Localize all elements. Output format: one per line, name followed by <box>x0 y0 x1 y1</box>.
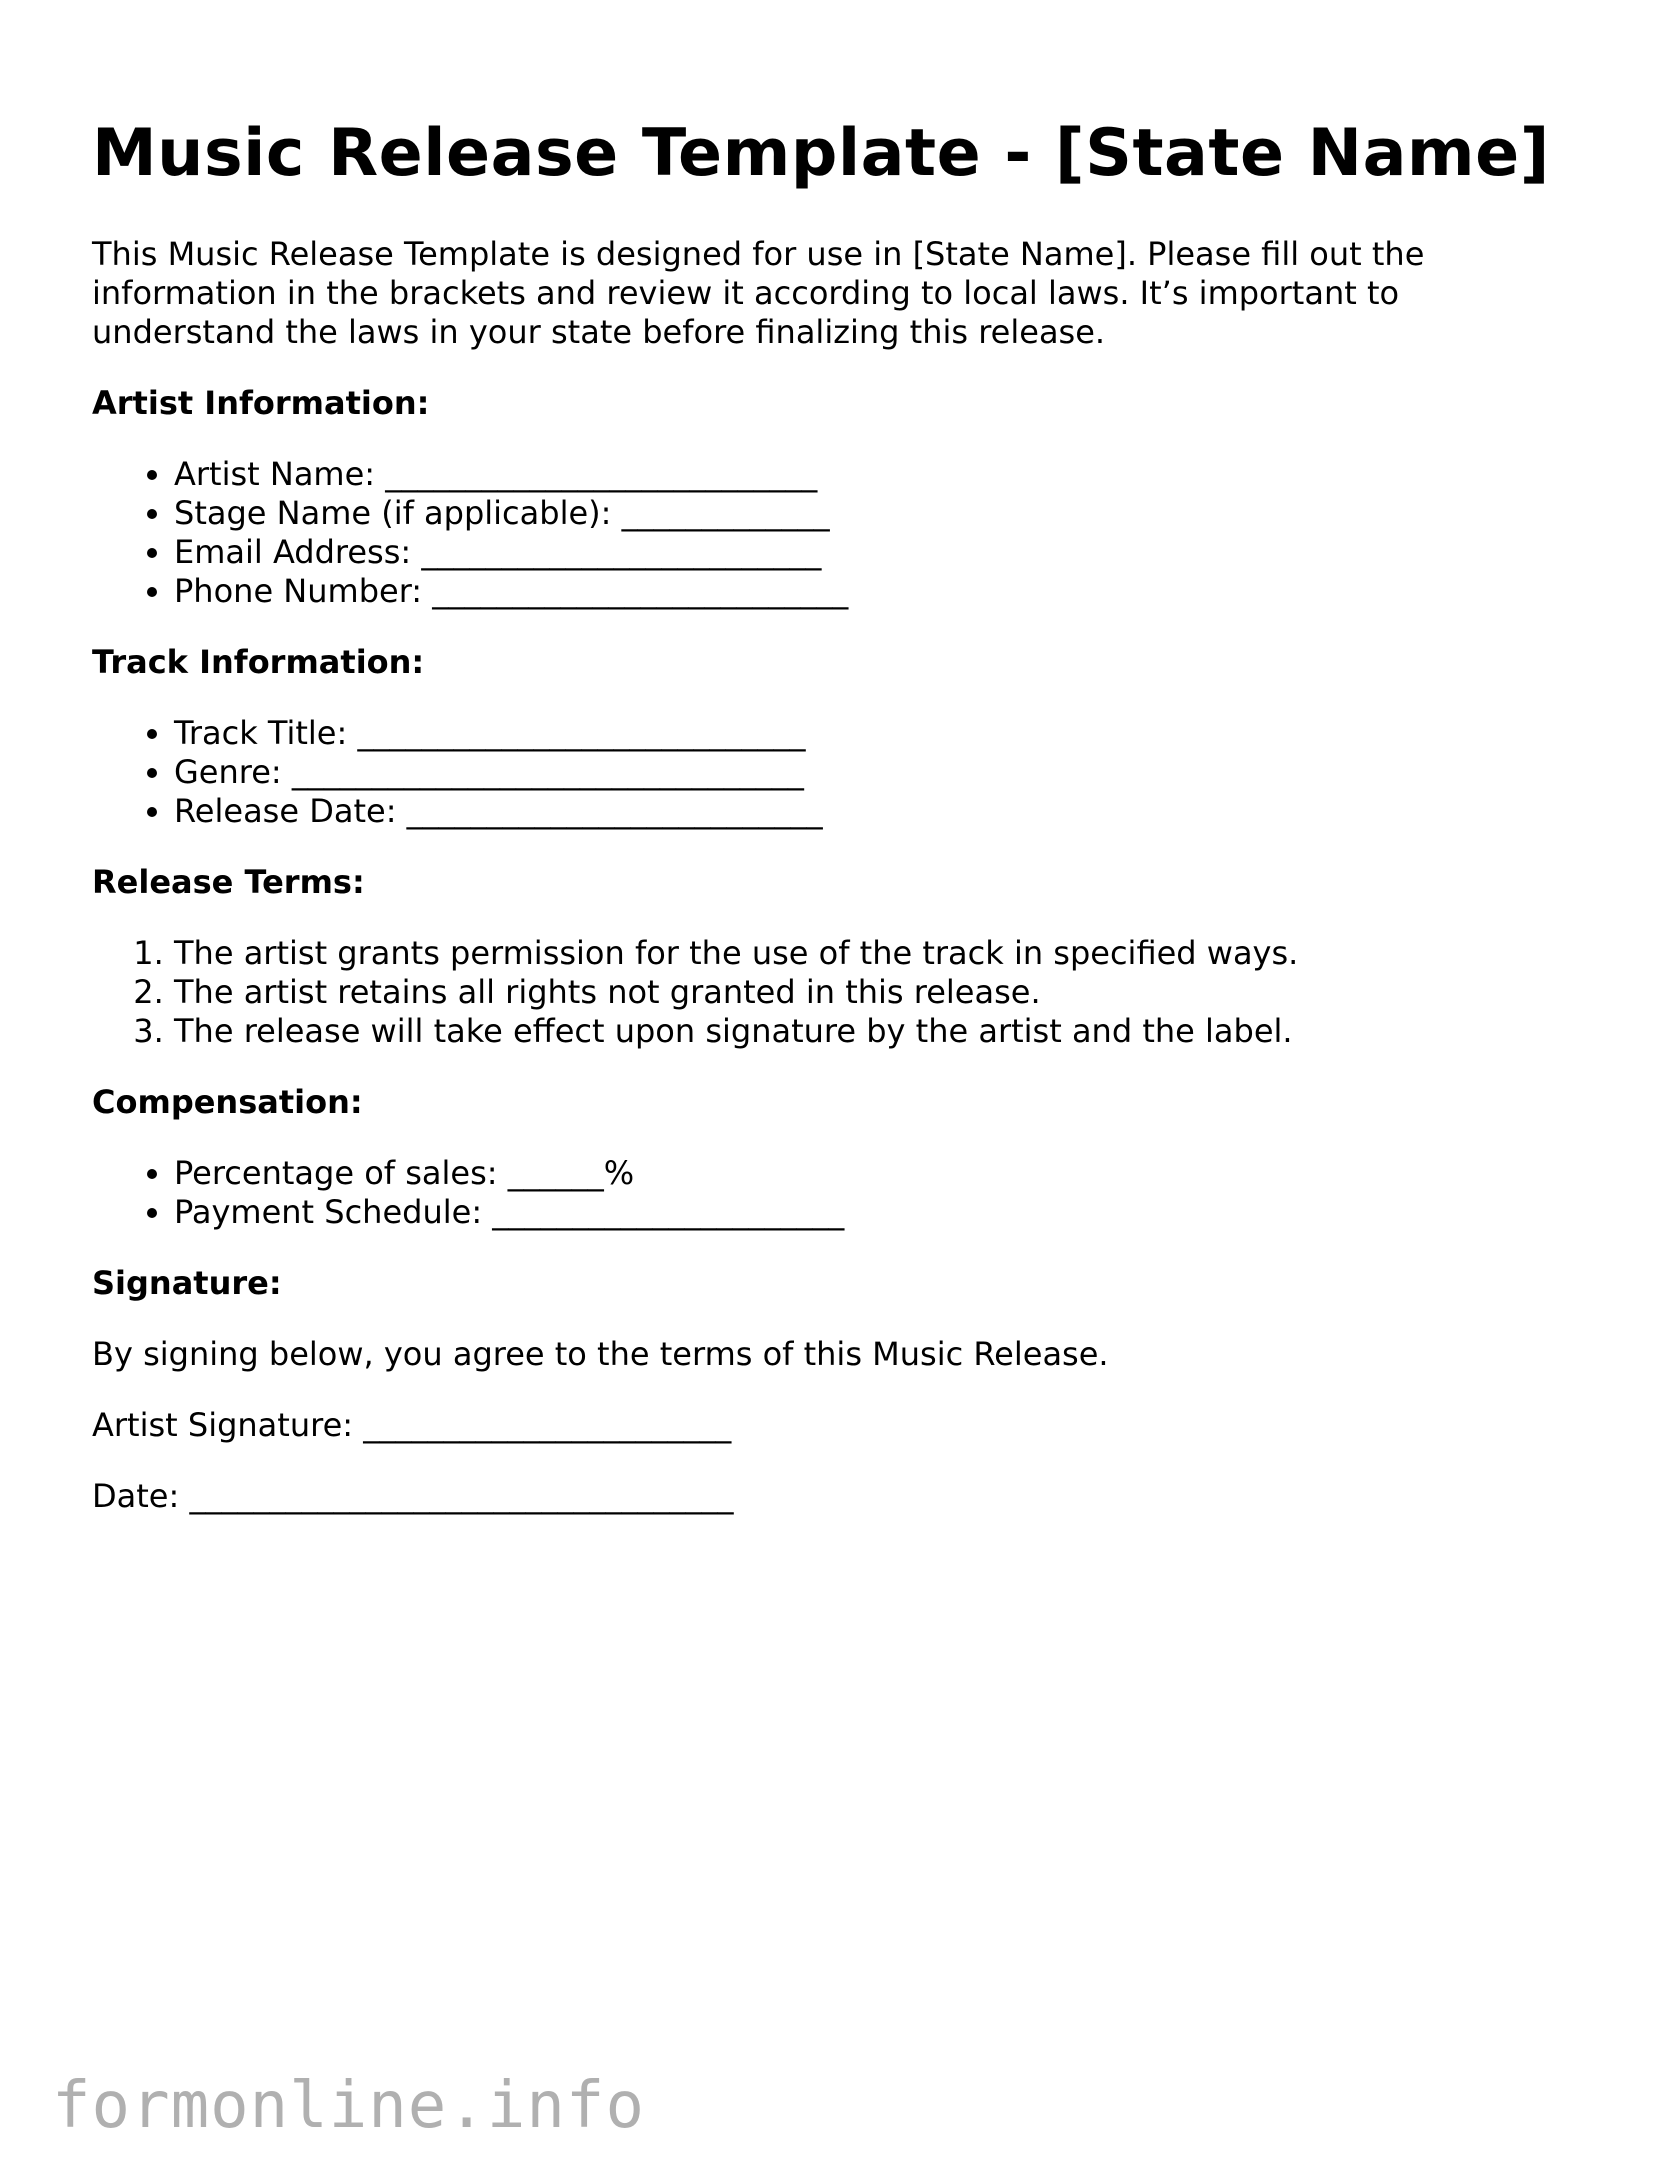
signature-heading: Signature: <box>92 1264 282 1302</box>
stage-name-field[interactable]: • Stage Name (if applicable): _____________ <box>174 494 1592 533</box>
artist-name-field[interactable]: • Artist Name: ___________________________ <box>174 455 1592 494</box>
release-date-field[interactable]: • Release Date: __________________________ <box>174 792 1592 831</box>
compensation-list <box>92 1154 1592 1232</box>
release-terms-list <box>92 934 1592 1051</box>
release-terms-heading: Release Terms: <box>92 863 365 901</box>
document-page <box>92 0 1592 1516</box>
track-info-list <box>92 714 1592 831</box>
percentage-of-sales-field[interactable]: • Percentage of sales: ______% <box>174 1154 1592 1193</box>
payment-schedule-field[interactable]: • Payment Schedule: ______________________ <box>174 1193 1592 1232</box>
signature-statement: By signing below, you agree to the terms of this Music Release. <box>92 1335 1109 1373</box>
intro-paragraph: This Music Release Template is designed for use in [State Name]. Please fill out the information in the brackets and review it according to local laws. It’s important to understand the laws in your state before finalizing this release. <box>92 235 1425 351</box>
genre-field[interactable]: • Genre: ________________________________ <box>174 753 1592 792</box>
artist-info-list <box>92 455 1592 611</box>
release-term-item: 3. The release will take effect upon signature by the artist and the label. <box>174 1012 1592 1051</box>
date-field[interactable]: Date: __________________________________ <box>92 1477 734 1515</box>
track-info-heading: Track Information: <box>92 643 425 681</box>
release-term-item: 2. The artist retains all rights not granted in this release. <box>174 973 1592 1012</box>
track-title-field[interactable]: • Track Title: ____________________________ <box>174 714 1592 753</box>
artist-signature-field[interactable]: Artist Signature: _______________________ <box>92 1406 732 1444</box>
release-term-item: 1. The artist grants permission for the use of the track in specified ways. <box>174 934 1592 973</box>
artist-info-heading: Artist Information: <box>92 384 430 422</box>
compensation-heading: Compensation: <box>92 1083 363 1121</box>
email-address-field[interactable]: • Email Address: _________________________ <box>174 533 1592 572</box>
phone-number-field[interactable]: • Phone Number: __________________________ <box>174 572 1592 611</box>
page-title: Music Release Template - [State Name] <box>92 116 1550 191</box>
watermark: formonline.info <box>52 2069 645 2143</box>
